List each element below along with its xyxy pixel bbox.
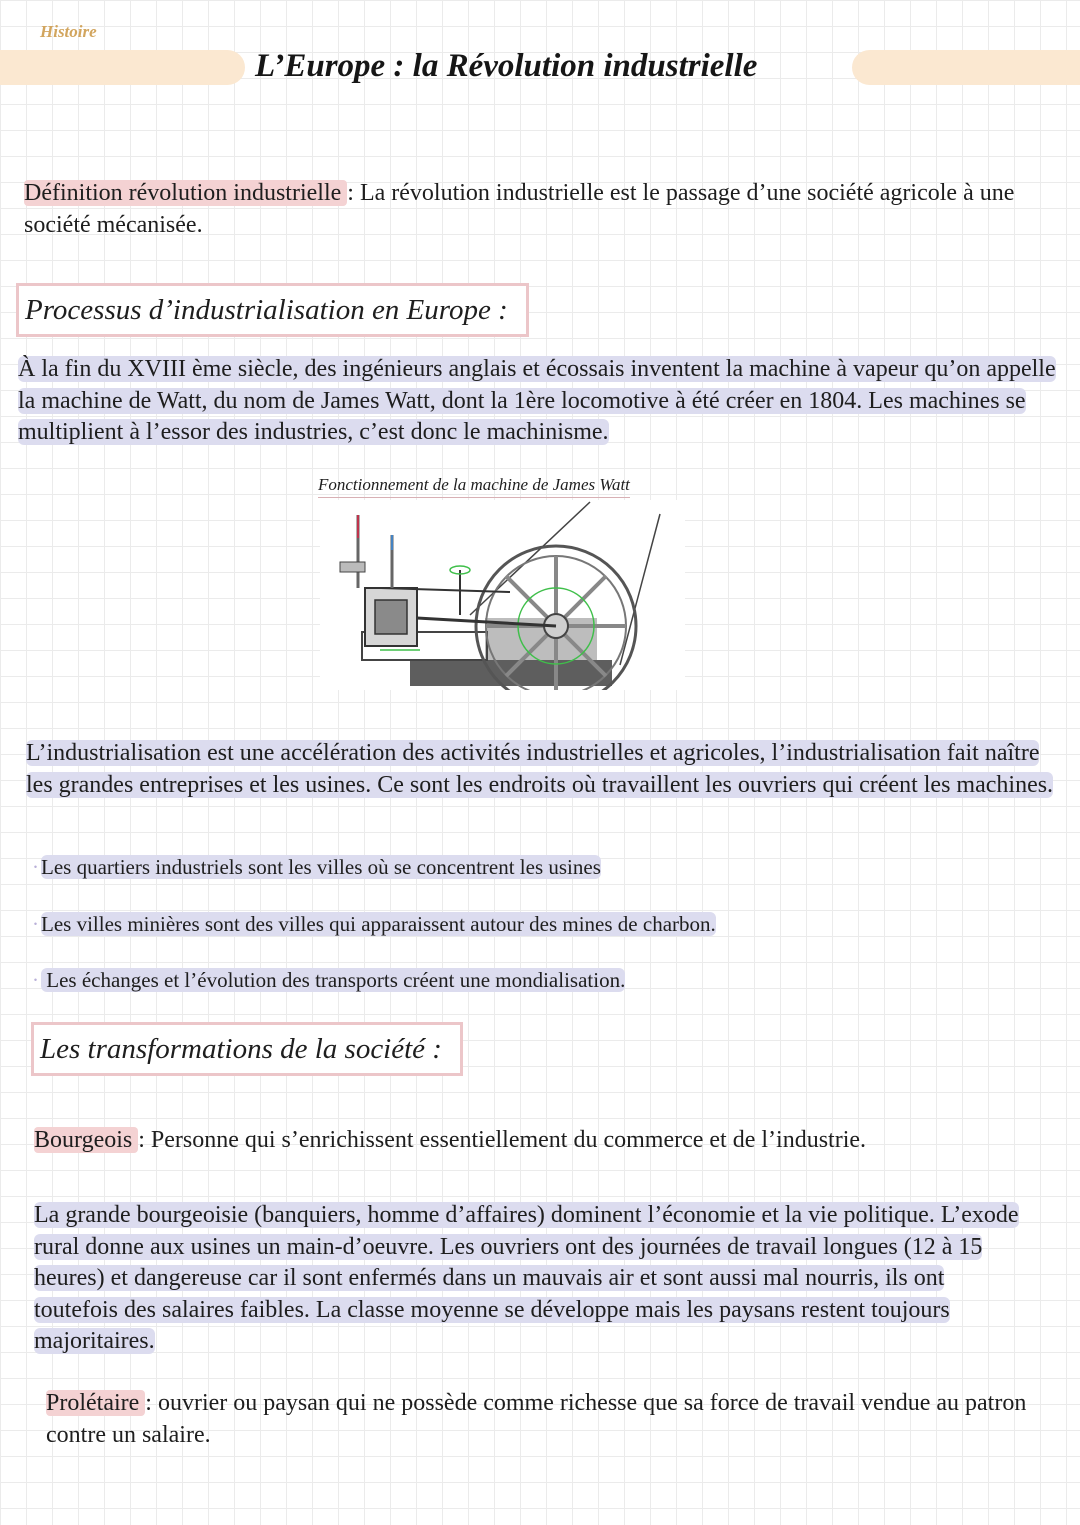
header-band-right — [852, 50, 1080, 85]
bourgeois-term: Bourgeois — [34, 1127, 139, 1153]
bullet-marker: · — [32, 855, 39, 879]
bourgeois-paragraph — [34, 1125, 1074, 1157]
society-paragraph — [34, 1200, 1034, 1358]
bullet-marker: · — [32, 912, 39, 936]
industrialisation-text: L’industrialisation est une accélération des activités industrielles et agricoles, l’industrialisation fait naître les grandes entreprises et les usines. Ce sont les endroits où travaillent les ouvriers qui créent les machines. — [26, 740, 1054, 798]
bullet-text: Les échanges et l’évolution des transports créent une mondialisation. — [41, 968, 626, 992]
figure-caption: Fonctionnement de la machine de James Watt — [318, 475, 630, 498]
subject-label: Histoire — [40, 22, 97, 41]
section-heading-transformations: Les transformations de la société : — [31, 1022, 463, 1076]
proletaire-text: : ouvrier ou paysan qui ne possède comme richesse que sa force de travail vendue au patron contre un salaire. — [46, 1390, 1027, 1448]
page-title: L’Europe : la Révolution industrielle — [255, 48, 758, 84]
bullet-text: Les quartiers industriels sont les villes où se concentrent les usines — [41, 855, 601, 879]
processus-text: À la fin du XVIII ème siècle, des ingénieurs anglais et écossais inventent la machine à vapeur qu’on appelle la machine de Watt, du nom de James Watt, dont la 1ère locomotive à été créer en 1804. Les machines se multiplient à l’essor des industries, c’est donc le machinisme. — [18, 356, 1056, 445]
bullet-marker: · — [32, 968, 39, 992]
proletaire-term: Prolétaire — [46, 1390, 146, 1416]
bullet-text: Les villes minières sont des villes qui apparaissent autour des mines de charbon. — [41, 912, 716, 936]
proletaire-paragraph — [46, 1388, 1046, 1451]
definition-text: : La révolution industrielle est le passage d’une société agricole à une société mécanisée. — [24, 180, 1015, 238]
definition-term: Définition révolution industrielle — [24, 180, 348, 206]
list-item — [32, 853, 601, 881]
processus-paragraph — [18, 354, 1068, 449]
society-text: La grande bourgeoisie (banquiers, homme d’affaires) dominent l’économie et la vie politique. L’exode rural donne aux usines un main-d’oeuvre. Les ouvriers ont des journées de travail longues (12 à 15 heures) et dangereuse car il sont enfermés dans un mauvais air et sont aussi mal nourris, ils ont toutefois des salaires faibles. La classe moyenne se développe mais les paysans restent toujours majoritaires. — [34, 1202, 1019, 1354]
section-heading-processus: Processus d’industrialisation en Europe : — [16, 283, 529, 337]
industrialisation-paragraph — [26, 738, 1071, 801]
list-item — [32, 910, 716, 938]
steam-engine-diagram-icon — [320, 500, 685, 690]
bourgeois-text: : Personne qui s’enrichissent essentiellement du commerce et de l’industrie. — [138, 1127, 867, 1153]
definition-paragraph — [24, 178, 1069, 241]
header-band-left — [0, 50, 245, 85]
list-item — [32, 966, 625, 994]
